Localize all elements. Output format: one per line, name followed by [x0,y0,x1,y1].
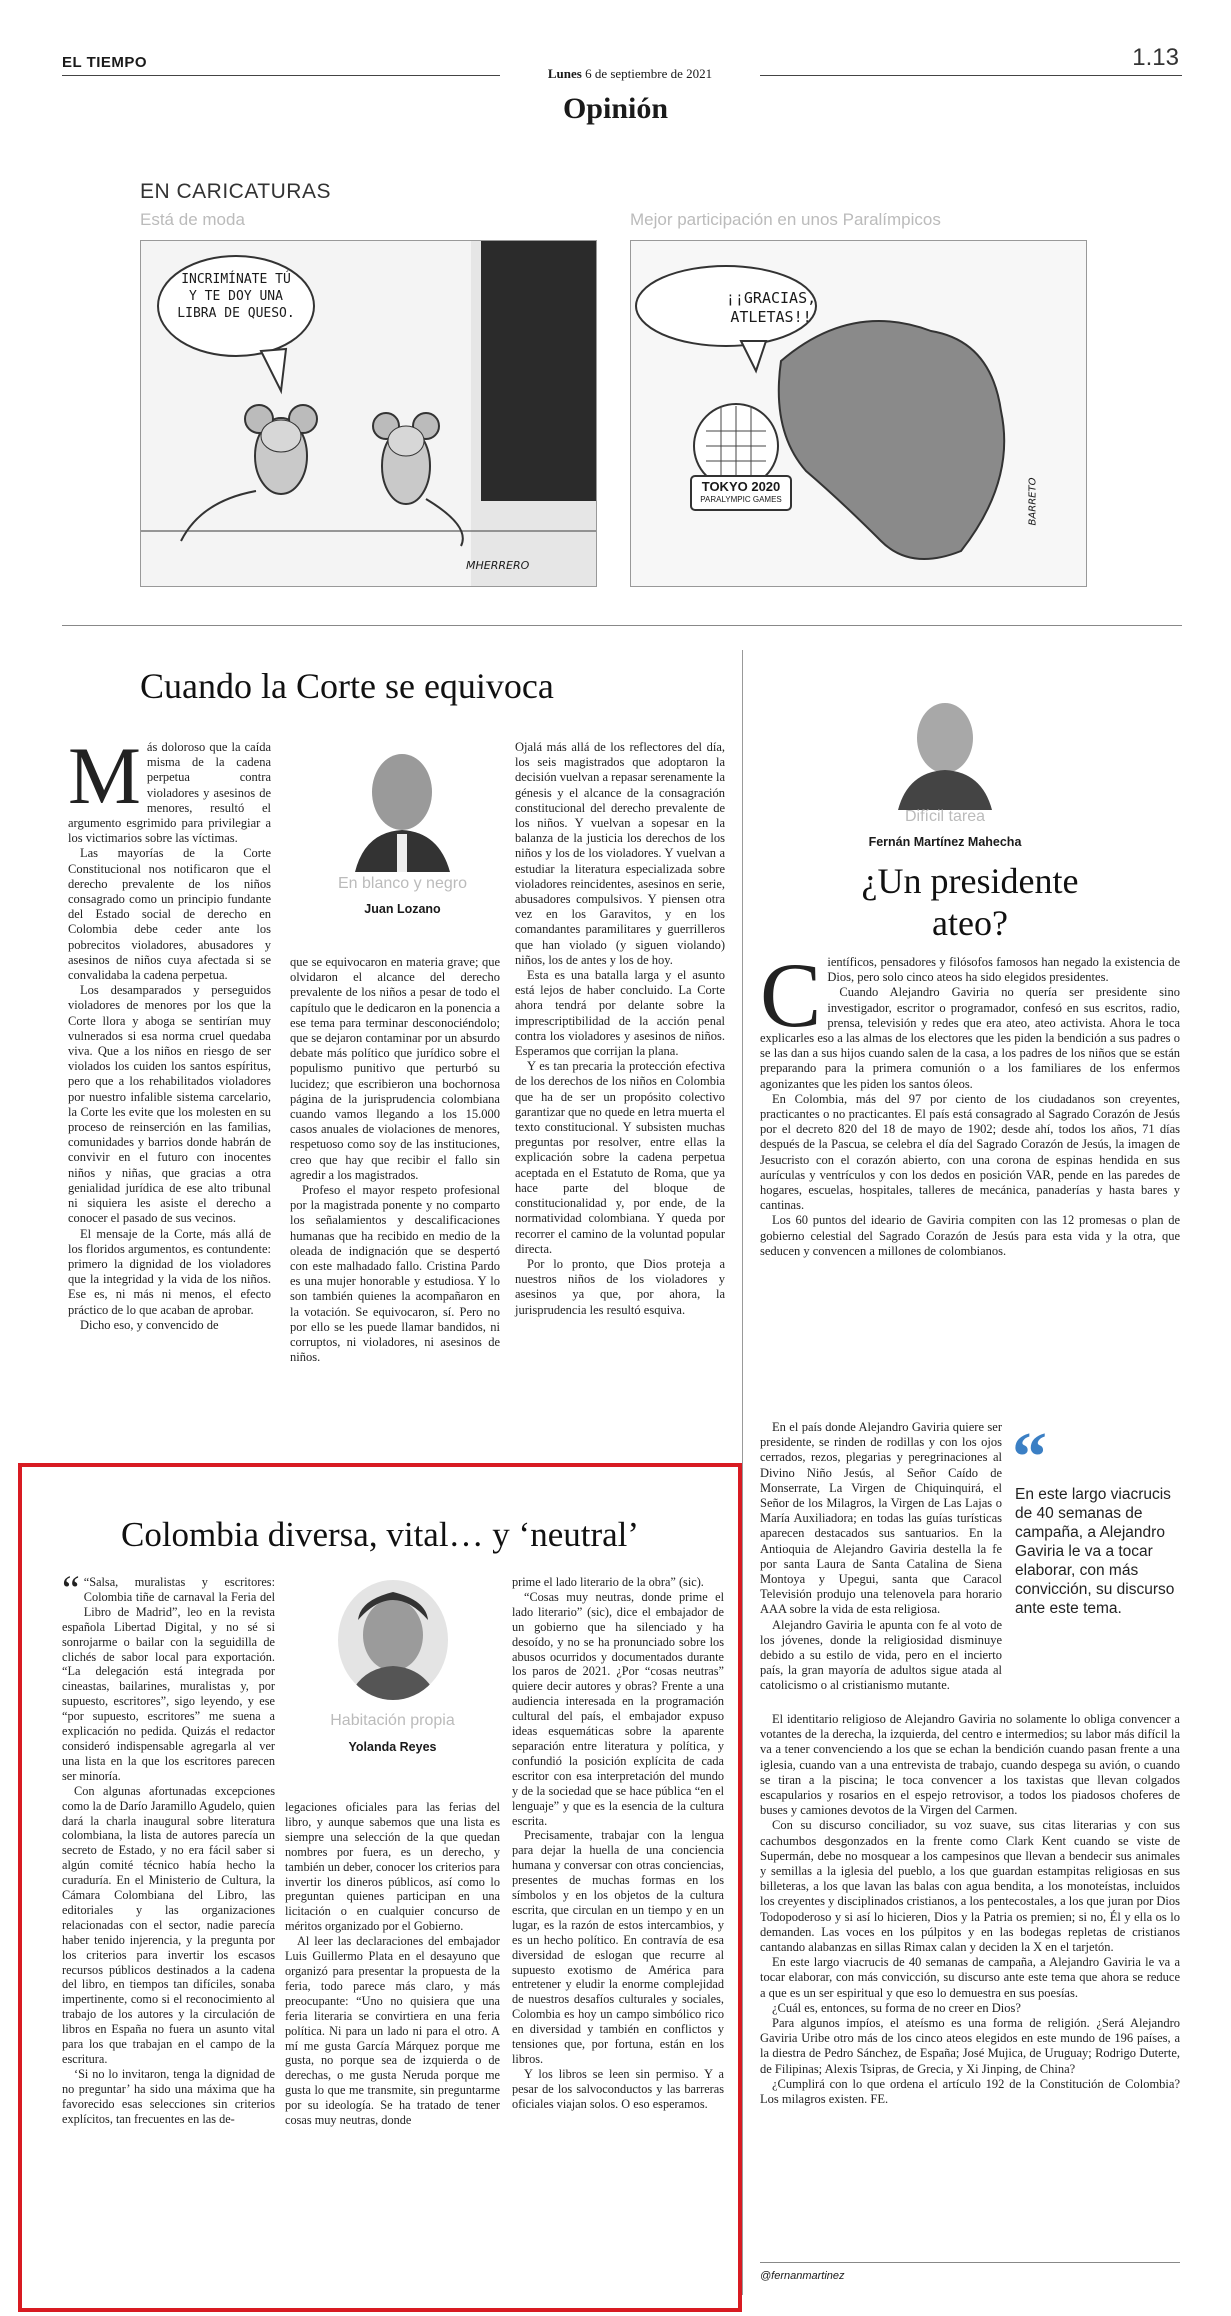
cartoon-left-bubble-text: INCRIMÍNATE TÚ Y TE DOY UNA LIBRA DE QUESO. [177,272,295,321]
paragraph: Las mayorías de la Corte Constitucional nos notificaron que el derecho prevalente de los niños consagrado como un principio fundante del Estado social de derecho en Colombia debe ceder ante los pobrecitos violadores, abusadores y asesinos de niños cuya afectada si se convalidaba la cadena perpetua. [68,846,271,983]
lozano-column-1 [68,730,271,1440]
cartoon-right-badge-subtitle: PARALYMPIC GAMES [700,495,782,504]
paragraph: legaciones oficiales para las ferias del libro, y aunque sabemos que una lista es siempre una selección de la que quedan nombres por fuera, es un derecho, y también un deber, conocer los criterios para invertir los dineros públicos, así como lo preguntan quienes participan en una licitación o en cualquier concurso de méritos organizado por el Gobierno. [285,1800,500,1934]
paragraph: ¿Cumplirá con lo que ordena el artículo 192 de la Constitución de Colombia? Los milagros existen. FE. [760,2076,1180,2107]
paragraph: El identitario religioso de Alejandro Gaviria no solamente lo obliga convencer a votantes de la derecha, la izquierda, del centro e intermedios; su labor más difícil la va a tener convenciendo a los que se echan la bendición cuando pasan frente a una iglesia, cuando van a una entrevista de trabajo, cuando despega su avión, o cuando se tiran a la piscina; le toca convencer a los taxistas que llevan colgados escapularios y rosarios en el espejo retrovisor, a todos los piadosos choferes de buses y camiones devotos de la Virgen del Carmen. [760,1712,1180,1818]
page-number: 1.13 [1132,44,1179,71]
martinez-body-middle [760,1420,1002,1710]
paragraph: Para algunos impíos, el ateísmo es una forma de religión. ¿Será Alejandro Gaviria Uribe otro más de los cinco ateos elegidos en este mundo de 196 países, a la diestra de Pedro Sánchez, de España; José Mujica, de Uruguay; Rodrigo Duterte, de Filipinas; Alexis Tsipras, de Grecia, y Xi Jinping, de China? [760,2016,1180,2076]
lozano-dropcap: M [68,730,141,821]
lozano-column-2 [290,955,500,1440]
martinez-body-top [760,944,1180,1425]
paragraph: ‘Si no lo invitaron, tenga la dignidad de no preguntar’ ha sido una máxima que ha favorecido esas selecciones sin criterios explícitos, tan frecuentes en las de- [62,2066,275,2126]
reyes-column-1 [62,1567,275,2295]
brand-logo: EL TIEMPO [62,54,148,71]
article-title-lozano: Cuando la Corte se equivoca [140,666,554,706]
paragraph: Por lo pronto, que Dios proteja a nuestros niños de los violadores y asesinos ya que, por ahora, la jurisprudencia les resultó esquiva. [515,1256,725,1317]
paragraph: Con su discurso conciliador, su voz suave, sus citas literarias y con sus cachumbos desgonzados en la frente como Clark Kent cuando se viste de Supermán, debe no mosquear a los campesinos que llevan a bendecir sus animales y semillas a la iglesia del pueblo, a los que guardan estampitas religiosas en sus billeteras, a los que lavan las balas con agua bendita, a los monoteístas, incluidos los creyentes y disciplinados cristianos, a los pentecostales, a los que juran por Dios Todopoderoso y si así lo hicieren, Dios y la Patria os premien; si no, Él y ella os lo demanden. Las voces en los púlpitos y en las bodegas repletas de cristianos cantando alabanzas en sillas Rimax calan y deciden la X en el tarjetón. [760,1818,1180,1955]
paragraph: que se equivocaron en materia grave; que olvidaron el alcance del derecho prevalente de los niños a pesar de todo el capítulo que le dedicaron en la ponencia a ese tema para terminar desconociéndolo; que se dejaron contaminar por un absurdo debate más político que jurídico sobre el populismo punitivo que perturbó su lucidez; que escribieron una bochornosa página de la jurisprudencia colombiana cuando vamos llegando a los 15.000 casos anuales de violaciones de menores, respetuoso como soy de las instituciones, creo que hay que recibir el fallo sin agredir a los magistrados. [290,955,500,1182]
paragraph: Esta es una batalla larga y el asunto está lejos de haber concluido. La Corte ahora tendrá por delante sobre la imprescriptibilidad de la acción penal contra los violadores y asesinos de niños. Esperamos que corrijan la plana. [515,968,725,1059]
paragraph: “Salsa, muralistas y escritores: Colombia tiñe de carnaval la Feria del Libro de Madrid”, leo en la revista española Libertad Digital, y no sé si sonrojarme o bailar con la seguidilla de clichés de sabor local para exportación. “La delegación está integrada por cineastas, bailarines, muralistas y, por supuesto, escritores”, sigo leyendo, y ese “por supuesto, escritores” me suena a explicación no pedida. Quizás el redactor consideró indispensable agregarla al ver una lista en la que los escritores parecen ser minoría. [62,1575,275,1783]
column-name-martinez: Difícil tarea [904,808,986,825]
cartoon-right-bubble-text: ¡¡GRACIAS, ATLETAS!! [725,289,817,326]
paragraph: Y es tan precaria la protección efectiva de los derechos de los niños en Colombia que ha de ser un propósito colectivo garantizar que no quede en letra muerta el texto constitucional. Y subsisten muchas preguntas por resolver, entre ellas la explicación sobre la cadena perpetua aceptada en el Estatuto de Roma, que ya hace parte del bloque de constitucionalidad y, por ende, de la normatividad colombiana. Y queda por recorrer el camino de la voluntad popular directa. [515,1059,725,1256]
paragraph: Ojalá más allá de los reflectores del día, los seis magistrados que adoptaron la decisión vuelvan a repasar serenamente la génesis y el alcance de la consagración constitucional del derecho prevalente de los niños. Y vuelvan a sopesar en la balanza de la justicia los derechos de los niños y los de los violadores. Y vuelvan a estudiar la literatura especializada sobre violadores reincidentes, asesinos en serie, abusadores compulsivos. Y piensen otra vez en los Garavitos, y en los comandantes paramilitares y guerrilleros que han violado (y siguen violando) niños, los de antes y los de hoy. [515,740,725,967]
paragraph: ás doloroso que la caída misma de la cadena perpetua contra violadores y asesinos de menores, resultó el argumento esgrimido para privilegiar a los victimarios sobre las víctimas. [68,740,271,846]
paragraph: Al leer las declaraciones del embajador Luis Guillermo Plata en el desayuno que organizó para presentar la propuesta de la feria, todo parece más claro, y más preocupante: “Uno no quisiera que una feria literaria se convirtiera en una feria política. Ni para un lado ni para el otro. A mí me gusta García Márquez porque me gusta, no porque sea de izquierda o de derechas, o me gusta Neruda porque me gusta lo que me transmite, sin preguntarme por su ideología. Se ha tratado de tener cosas muy neutras, donde [285,1934,500,2128]
paragraph: prime el lado literario de la obra” (sic). [512,1575,704,1589]
column-divider [742,650,743,2295]
section-title: Opinión [562,92,669,125]
handle-rule [760,2262,1180,2263]
title-line: ¿Un presidente [861,861,1079,901]
paragraph: Alejandro Gaviria le apunta con fe al voto de los jóvenes, donde la religiosidad disminuye debido a su estilo de vida, pero en el incierto país, la gran mayoría de adultos sigue atada al catolicismo o al cristianismo mutante. [760,1617,1002,1693]
paragraph: Precisamente, trabajar con la lengua para dejar la huella de una conciencia humana y conversar con otras conciencias, presentes de muchas formas en los símbolos y en los objetos de la cultura escrita, que circulan en un tiempo y en un lugar, es la razón de estos intercambios, y es un hecho político. En contravía de esa diversidad de eslogan que recurre al supuesto exotismo de América para entretener y eludir la enorme complejidad de nuestros desafíos culturales y sociales, Colombia es hoy un campo simbólico rico en diversidad y también en conflictos y tensiones que, por fortuna, están en los libros. [512,1828,724,2066]
cartoon-left-signature: MHERRERO [466,559,530,572]
author-name-martinez: Fernán Martínez Mahecha [868,835,1022,849]
paragraph: Los desamparados y perseguidos violadores de menores por los que la Corte llora y aboga se sentirían muy vulnerados si esa norma cruel quedaba viva. Que a los niños en riesgo de ser violados los cuiden los santos espíritus, pero que a los rehabilitados violadores por nuestro infalible sistema carcelario, la Corte les evite que los molesten en su proceso de reinserción en las familias, comunidades y barrios donde habrán de convivir en el futuro con inocentes niños y niñas, que gracias a otra genialidad jurídica de ese alto tribunal ni siquiera les asiste el derecho a conocer el pasado de sus vecinos. [68,983,271,1226]
cartoon-left [140,240,597,587]
pull-quote-mark-icon: “ [1012,1419,1047,1496]
paragraph: Con algunas afortunadas excepciones como la de Darío Jaramillo Agudelo, quien dará la charla inaugural sobre literatura colombiana, la lista de autores parecía un secreto de Estado, y no era fácil saber si algún comité técnico había hecho la curaduría. En el Ministerio de Cultura, la Cámara Colombiana del Libro, las editoriales y las organizaciones relacionadas con el sector, nadie parecía haber tenido injerencia, y la pregunta por los criterios para invertir los escasos recursos públicos destinados a la cadena del libro, en tiempos tan difíciles, sonaba impertinente, como si el reconocimiento al trabajo de los autores y la circulación de libros en España no fuera un asunto vital para los que trabajan en el campo de la escritura. [62,1783,275,2066]
paragraph: Profeso el mayor respeto profesional por la magistrada ponente y no comparto los señalamientos y descalificaciones humanas que ha recibido en medio de la oleada de indignación que se despertó con este malhadado fallo. Cristina Pardo es una mujer honorable y estudiosa. Y lo son también quienes la acompañaron en la votación. Se equivocaron, sí. Pero no por ello se les puede llamar bandidos, ni corruptos, ni violadores, ni asesinos de niños. [290,1183,500,1365]
author-social-handle: @fernanmartinez [760,2270,845,2282]
column-name-lozano: En blanco y negro [338,875,467,892]
title-line: ateo? [932,903,1008,943]
author-name-lozano: Juan Lozano [364,902,441,916]
paragraph: En este largo viacrucis de 40 semanas de campaña, a Alejandro Gaviria le va a tocar elaborar, con más convicción, su discurso ante este tema que ahora se reduce a que es un ser espiritual y que eso lo demuestra en sus poesías. [760,1955,1180,2000]
open-quote-icon: “ [62,1567,80,1612]
paragraph: ientíficos, pensadores y filósofos famosos han negado la existencia de Dios, pero solo cinco ateos ha sido elegidos presidentes. [827,955,1180,985]
issue-date: Lunes 6 de septiembre de 2021 [500,66,760,82]
martinez-body-bottom [760,1712,1180,2252]
author-name-reyes: Yolanda Reyes [348,1740,437,1754]
lozano-column-3 [515,740,725,1440]
pull-quote: En este largo viacrucis de 40 semanas de campaña, a Alejandro Gaviria le va a tocar elaborar, con más convicción, su discurso ante este tema. [1015,1486,1175,1617]
paragraph: ¿Cuál es, entonces, su forma de no creer en Dios? [772,2000,1021,2015]
cartoons-heading: EN CARICATURAS [140,180,331,203]
martinez-dropcap: C [760,944,822,1046]
paragraph: El mensaje de la Corte, más allá de los floridos argumentos, es contundente: primero la dignidad de los violadores que la integridad y la vida de los niños. Ese es, ni más ni menos, el efecto práctico de lo que acaban de aprobar. [68,1226,271,1317]
paragraph: Los 60 puntos del ideario de Gaviria compiten con las 12 promesas o plan de gobierno celestial del Sagrado Corazón de Jesús para esta vida y la otra, que seducen y convencen a millones de colombianos. [760,1213,1180,1258]
reyes-column-2 [285,1800,500,2295]
article-title-martinez [760,860,1180,944]
cartoon-right-signature: BARRETO [1027,477,1039,526]
article-title-reyes: Colombia diversa, vital… y ‘neutral’ [120,1515,640,1554]
cartoons-bottom-rule [62,625,1182,626]
cartoon-right-subtitle: Mejor participación en unos Paralímpicos [630,210,941,229]
paragraph: En el país donde Alejandro Gaviria quiere ser presidente, se rinden de rodillas y con los ojos cerrados, rezos, plegarias y peregrinaciones al Divino Niño Jesús, al Señor Caído de Monserrate, La Virgen de Chiquinquirá, el Señor de los Milagros, la Virgen de Las Lajas o María Auxiliadora; en todas las guías turísticas aparecen destacados sus santuarios. En la Antioquia de Alejandro Gaviria destella la fe por santa Laura de Santa Catalina de Siena Montoya y Upegui, santa que Caracol Televisión produjo una telenovela para horario AAA sobre la vida de esta religiosa. [760,1420,1002,1617]
cartoon-right [630,240,1087,587]
paragraph: Cuando Alejandro Gaviria no quería ser presidente sino investigador, escritor o programador, confesó en sus escritos, radio, prensa, televisión y redes que era ateo, ateo activista. Ahora le toca explicarles eso a las almas de los electores que les piden la bendición a sus padres o se las dan a sus hijos cuando salen de la casa, a los padres de los niños que se están preparando para la primera comunión o a los familiares de los enfermos agonizantes que les piden los santos óleos. [760,985,1180,1091]
author-photo-reyes [338,1580,448,1700]
paragraph: Dicho eso, y convencido de [80,1317,219,1332]
cartoon-left-subtitle: Está de moda [140,210,245,229]
paragraph: “Cosas muy neutras, donde prime el lado literario” (sic), dice el embajador de un gobierno que ha silenciado y ha desoído, y no se ha pronunciado sobre los abusos ocurridos y documentados durante los paros de 2021. ¿Por “cosas neutras” quiere decir autores y obras? Frente a una audiencia interesada en la programación cultural del país, el embajador expuso ideas esquemáticas sobre la aparente separación entre literatura y política, y confundió la posición explícita de cada escritor con esa interpretación del mundo y de la sociedad que se hace pública “en el lenguaje” y que es la esencia de la cultura escrita. [512,1589,724,1828]
paragraph: En Colombia, más del 97 por ciento de los ciudadanos son creyentes, practicantes o no practicantes. El país está consagrado al Sagrado Corazón de Jesús por el decreto 820 del 18 de mayo de 1902; desde ahí, todos los años, 71 días después de la Pascua, se celebra el día del Sagrado Corazón de Jesús, la imagen de Jesucristo con el corazón abierto, con una corona de espinas hendida en sus aurículas y ventrículos y con los dedos en posición VAR, pende en las paredes de hogares, escuelas, hospitales, talleres de mecánica, panaderías y hasta bares y cantinas. [760,1091,1180,1213]
author-photo-lozano [345,742,460,872]
reyes-column-3 [512,1575,724,2295]
author-photo-martinez [890,690,1000,810]
paragraph: Y los libros se leen sin permiso. Y a pesar de los salvoconductos y las barreras oficiales viajan solos. O eso esperamos. [512,2066,724,2111]
cartoon-right-badge-title: TOKYO 2020 [701,479,781,494]
column-name-reyes: Habitación propia [330,1712,455,1729]
